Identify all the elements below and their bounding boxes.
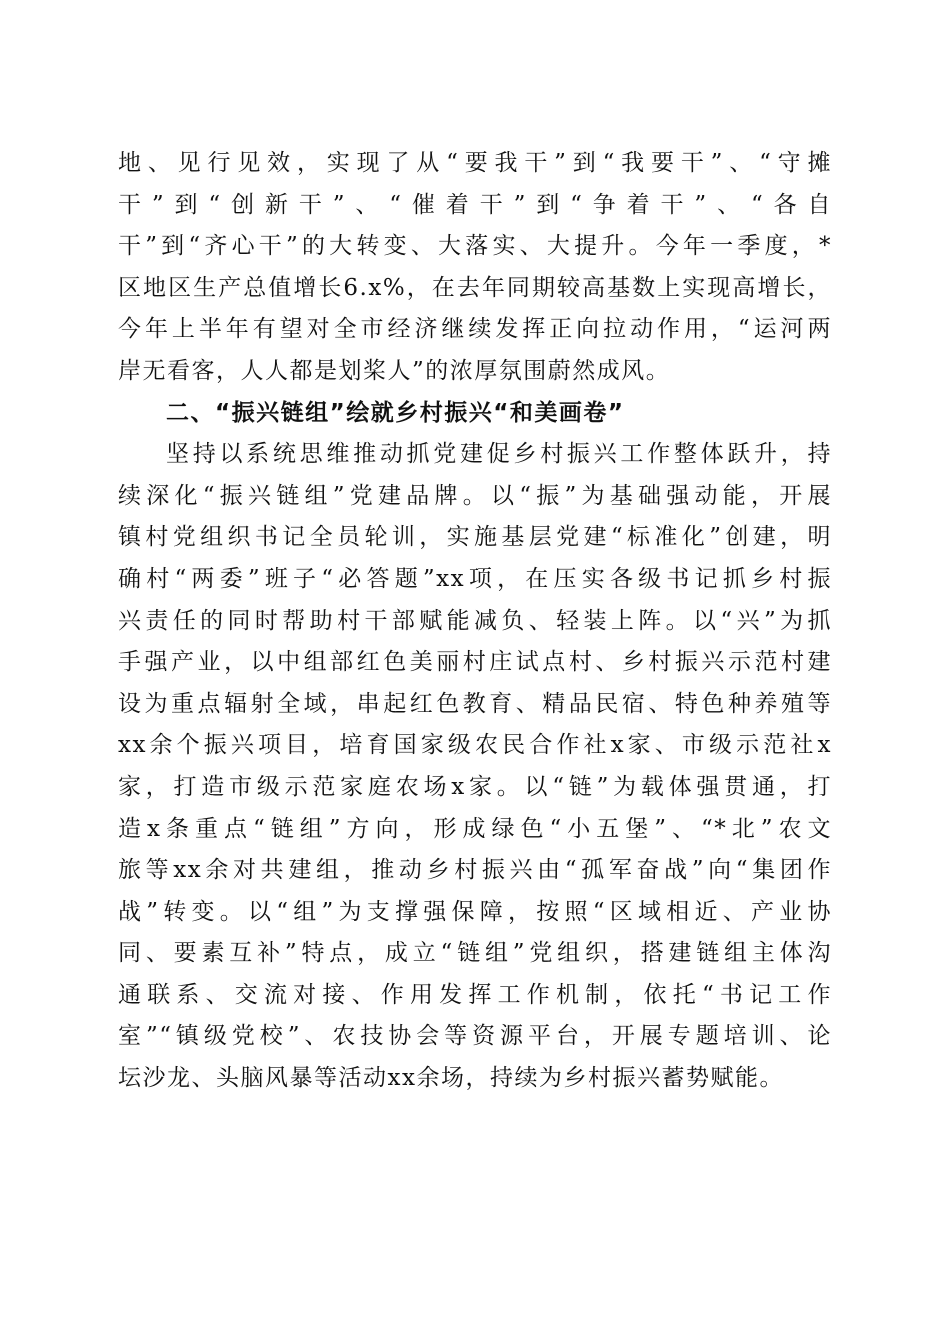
text-line: xx余个振兴项目，培育国家级农民合作社x家、市级示范社x <box>118 732 832 759</box>
text-line: 岸无看客，人人都是划桨人”的浓厚氛围蔚然成风。 <box>118 357 671 384</box>
text-line: 兴责任的同时帮助村干部赋能减负、轻装上阵。以“兴”为抓 <box>118 607 832 634</box>
text-line: 通联系、交流对接、作用发挥工作机制，依托“书记工作 <box>118 981 832 1008</box>
text-line: 造x条重点“链组”方向，形成绿色“小五堡”、“*北”农文 <box>118 815 832 842</box>
text-line: 确村“两委”班子“必答题”xx项，在压实各级书记抓乡村振 <box>118 565 832 592</box>
text-line: 同、要素互补”特点，成立“链组”党组织，搭建链组主体沟 <box>118 940 832 967</box>
text-line: 地、见行见效，实现了从“要我干”到“我要干”、“守摊 <box>118 150 832 176</box>
text-line: 续深化“振兴链组”党建品牌。以“振”为基础强动能，开展 <box>118 482 832 509</box>
text-line: 区地区生产总值增长6.x%，在去年同期较高基数上实现高增长， <box>118 274 832 301</box>
text-line: 旅等xx余对共建组，推动乡村振兴由“孤军奋战”向“集团作 <box>118 857 832 884</box>
text-line: 干”到“齐心干”的大转变、大落实、大提升。今年一季度，* <box>118 233 832 260</box>
text-line: 战”转变。以“组”为支撑强保障，按照“区域相近、产业协 <box>118 898 832 925</box>
text-line: 家，打造市级示范家庭农场x家。以“链”为载体强贯通，打 <box>118 773 832 800</box>
paragraph-economy-results <box>118 143 832 393</box>
text-line: 手强产业，以中组部红色美丽村庄试点村、乡村振兴示范村建 <box>118 649 832 676</box>
text-line: 镇村党组织书记全员轮训，实施基层党建“标准化”创建，明 <box>118 524 832 551</box>
paragraph-rural-revitalization <box>118 434 832 1100</box>
text-line: 今年上半年有望对全市经济继续发挥正向拉动作用，“运河两 <box>118 316 832 343</box>
text-line: 干”到“创新干”、“催着干”到“争着干”、“各自 <box>118 191 832 218</box>
text-line: 设为重点辐射全域，串起红色教育、精品民宿、特色种养殖等 <box>118 690 832 717</box>
section-heading: 二、“振兴链组”绘就乡村振兴“和美画卷” <box>166 399 625 426</box>
text-line: 室”“镇级党校”、农技协会等资源平台，开展专题培训、论 <box>118 1023 832 1050</box>
text-line: 坚持以系统思维推动抓党建促乡村振兴工作整体跃升，持 <box>166 441 832 468</box>
text-line: 坛沙龙、头脑风暴等活动xx余场，持续为乡村振兴蓄势赋能。 <box>118 1065 784 1092</box>
document-body <box>118 143 832 1100</box>
